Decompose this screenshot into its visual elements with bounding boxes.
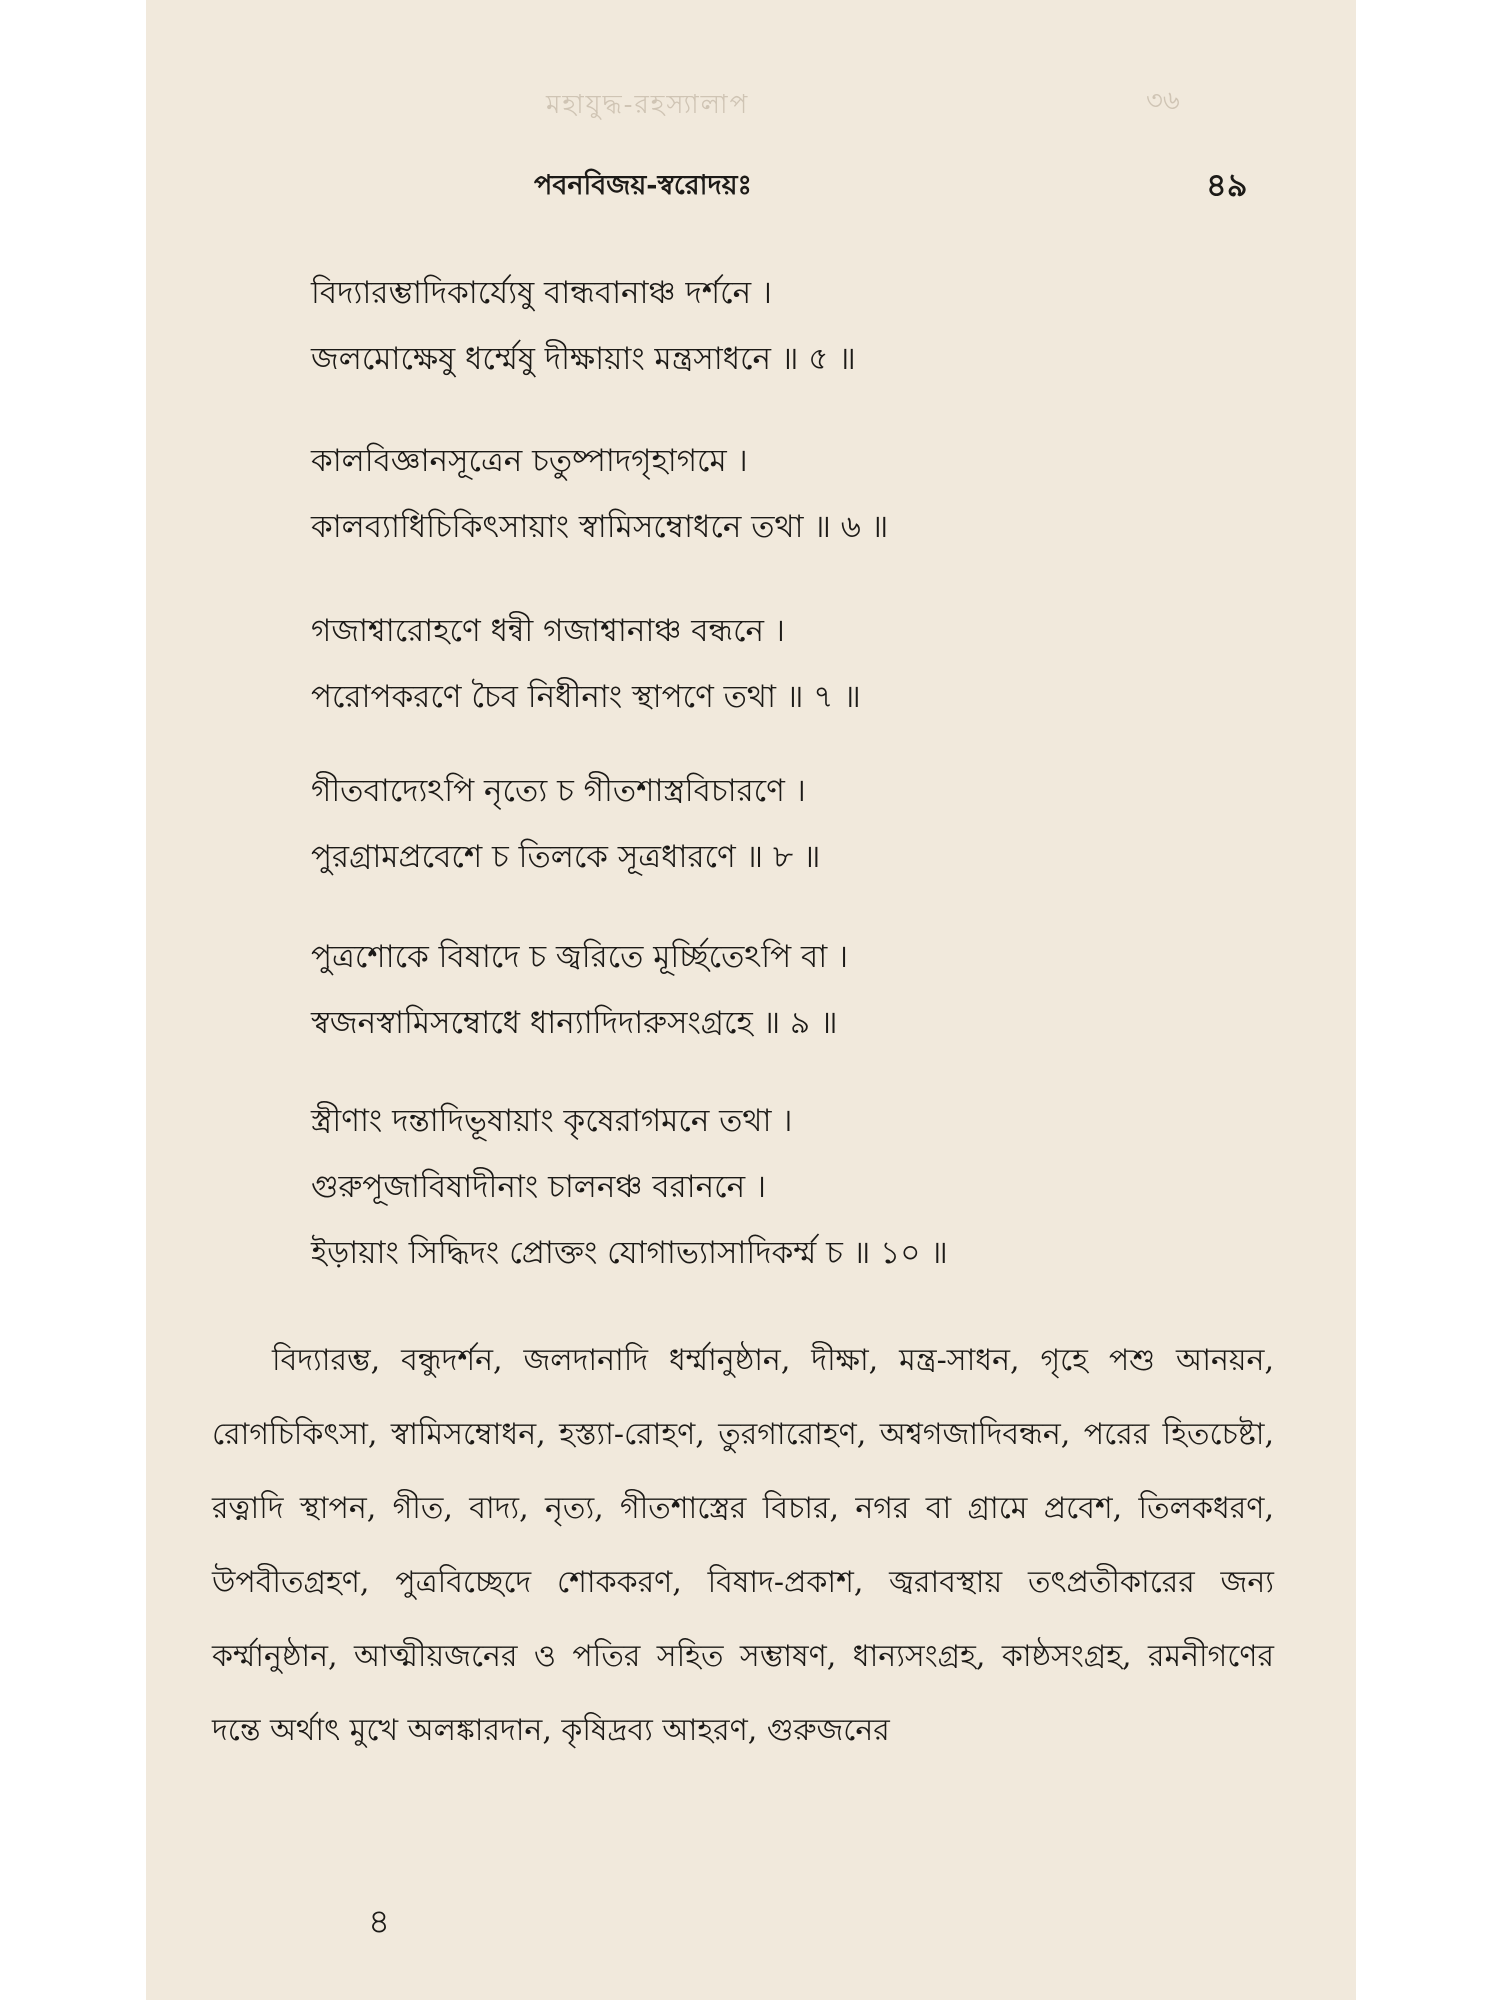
verse-line: স্ত্রীণাং দন্তাদিভূষায়াং কৃষেরাগমনে তথা । — [311, 1103, 793, 1139]
verse-line: কালবিজ্ঞানসূত্রেন চতুষ্পাদগৃহাগমে । — [311, 443, 748, 479]
verse-line: গজাশ্বারোহণে ধন্বী গজাশ্বানাঞ্চ বন্ধনে । — [311, 613, 785, 649]
commentary-paragraph: বিদ্যারম্ভ, বন্ধুদর্শন, জলদানাদি ধর্ম্মানুষ্ঠান, দীক্ষা, মন্ত্র-সাধন, গৃহে পশু আনয়ন, রোগচিকিৎসা, স্বামিসম্বোধন, হস্ত্যা-রোহণ, তুরগারোহণ, অশ্বগজাদিবন্ধন, পরের হিতচেষ্টা, রত্নাদি স্থাপন, গীত, বাদ্য, নৃত্য, গীতশাস্ত্রের বিচার, নগর বা গ্রামে প্রবেশ, তিলকধরণ, উপবীতগ্রহণ, পুত্রবিচ্ছেদে শোককরণ, বিষাদ-প্রকাশ, জ্বরাবস্থায় তৎপ্রতীকারের জন্য কর্ম্মানুষ্ঠান, আত্মীয়জনের ও পতির সহিত সম্ভাষণ, ধান্যসংগ্রহ, কাষ্ঠসংগ্রহ, রমনীগণের দন্তে অর্থাৎ মুখে অলঙ্কারদান, কৃষিদ্রব্য আহরণ, গুরুজনের — [212, 1343, 1274, 1748]
verse-line: গীতবাদ্যেঽপি নৃত্যে চ গীতশাস্ত্রবিচারণে । — [311, 773, 806, 809]
verse-line: স্বজনস্বামিসম্বোধে ধান্যাদিদারুসংগ্রহে ॥ ৯ ॥ — [311, 1005, 838, 1041]
verse-10 — [311, 1088, 1236, 1286]
page-number: ৪৯ — [1206, 166, 1248, 204]
book-page — [146, 0, 1356, 2000]
folio-mark: ৪ — [368, 1902, 391, 1942]
verse-line: ইড়ায়াং সিদ্ধিদং প্রোক্তং যোগাভ্যাসাদিকর্ম্ম চ ॥ ১০ ॥ — [311, 1235, 948, 1271]
verse-line: পরোপকরণে চৈব নিধীনাং স্থাপণে তথা ॥ ৭ ॥ — [311, 679, 861, 715]
verse-7 — [311, 598, 1236, 730]
commentary — [212, 1324, 1274, 1768]
bleed-through-number: ৩৬ — [1146, 86, 1180, 116]
running-head: পবনবিজয়-স্বরোদয়ঃ — [534, 170, 752, 201]
verse-line: পুত্রশোকে বিষাদে চ জ্বরিতে মূর্চ্ছিতেঽপি বা । — [311, 939, 849, 975]
verse-line: কালব্যাধিচিকিৎসায়াং স্বামিসম্বোধনে তথা ॥ ৬ ॥ — [311, 509, 889, 545]
verse-line: জলমোক্ষেষু ধর্ম্মেষু দীক্ষায়াং মন্ত্রসাধনে ॥ ৫ ॥ — [311, 341, 856, 377]
verse-5 — [311, 260, 1236, 392]
verse-6 — [311, 428, 1236, 560]
verse-8 — [311, 758, 1236, 890]
bleed-through-header: মহাযুদ্ধ-রহস্যালাপ — [546, 90, 750, 120]
verse-9 — [311, 924, 1236, 1056]
verse-line: গুরুপূজাবিষাদীনাং চালনঞ্চ বরাননে । — [311, 1169, 767, 1205]
verse-line: পুরগ্রামপ্রবেশে চ তিলকে সূত্রধারণে ॥ ৮ ॥ — [311, 839, 821, 875]
verse-line: বিদ্যারম্ভাদিকার্য্যেষু বান্ধবানাঞ্চ দর্শনে । — [311, 275, 773, 311]
